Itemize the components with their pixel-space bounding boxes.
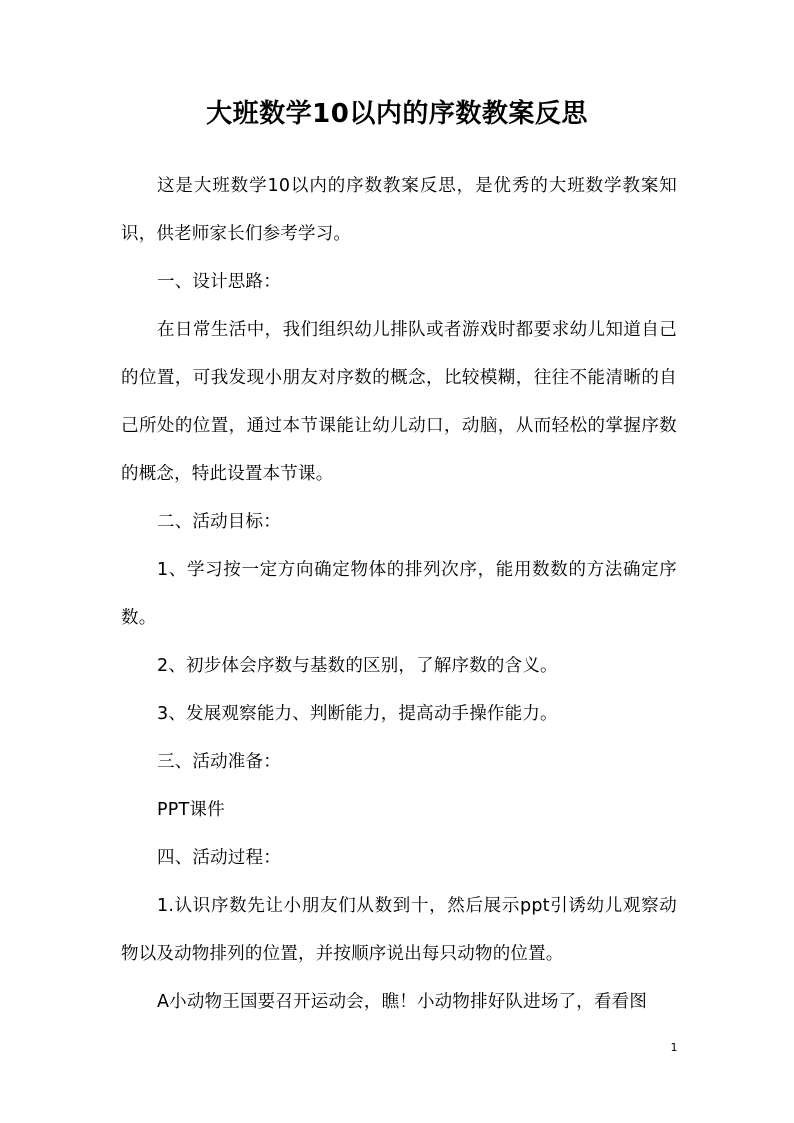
section-heading-design: 一、设计思路：	[157, 272, 281, 292]
goal-item-3: 3、发展观察能力、判断能力，提高动手操作能力。	[157, 704, 558, 724]
process-step-a: A小动物王国要召开运动会，瞧！小动物排好队进场了，看看图	[157, 992, 648, 1012]
design-paragraph: 在日常生活中，我们组织幼儿排队或者游戏时都要求幼儿知道自己的位置，可我发现小朋友对序数的概念，比较模糊，往往不能清晰的自己所处的位置，通过本节课能让幼儿动口，动脑，从而轻松的掌握序数的概念，特此设置本节课。	[121, 320, 677, 484]
goal-item-2: 2、初步体会序数与基数的区别，了解序数的含义。	[157, 656, 558, 676]
process-step-1: 1.认识序数先让小朋友们从数到十，然后展示ppt引诱幼儿观察动物以及动物排列的位置，并按顺序说出每只动物的位置。	[121, 896, 677, 964]
document-body	[121, 162, 677, 1026]
section-heading-preparation: 三、活动准备：	[157, 752, 281, 772]
document-title: 大班数学10以内的序数教案反思	[206, 99, 588, 129]
section-heading-process: 四、活动过程：	[157, 848, 281, 868]
preparation-item: PPT课件	[157, 800, 225, 820]
goal-item-1: 1、学习按一定方向确定物体的排列次序，能用数数的方法确定序数。	[121, 560, 677, 628]
page-number: 1	[670, 1041, 678, 1054]
intro-paragraph: 这是大班数学10以内的序数教案反思，是优秀的大班数学教案知识，供老师家长们参考学习。	[121, 176, 677, 244]
section-heading-goals: 二、活动目标：	[157, 512, 281, 532]
